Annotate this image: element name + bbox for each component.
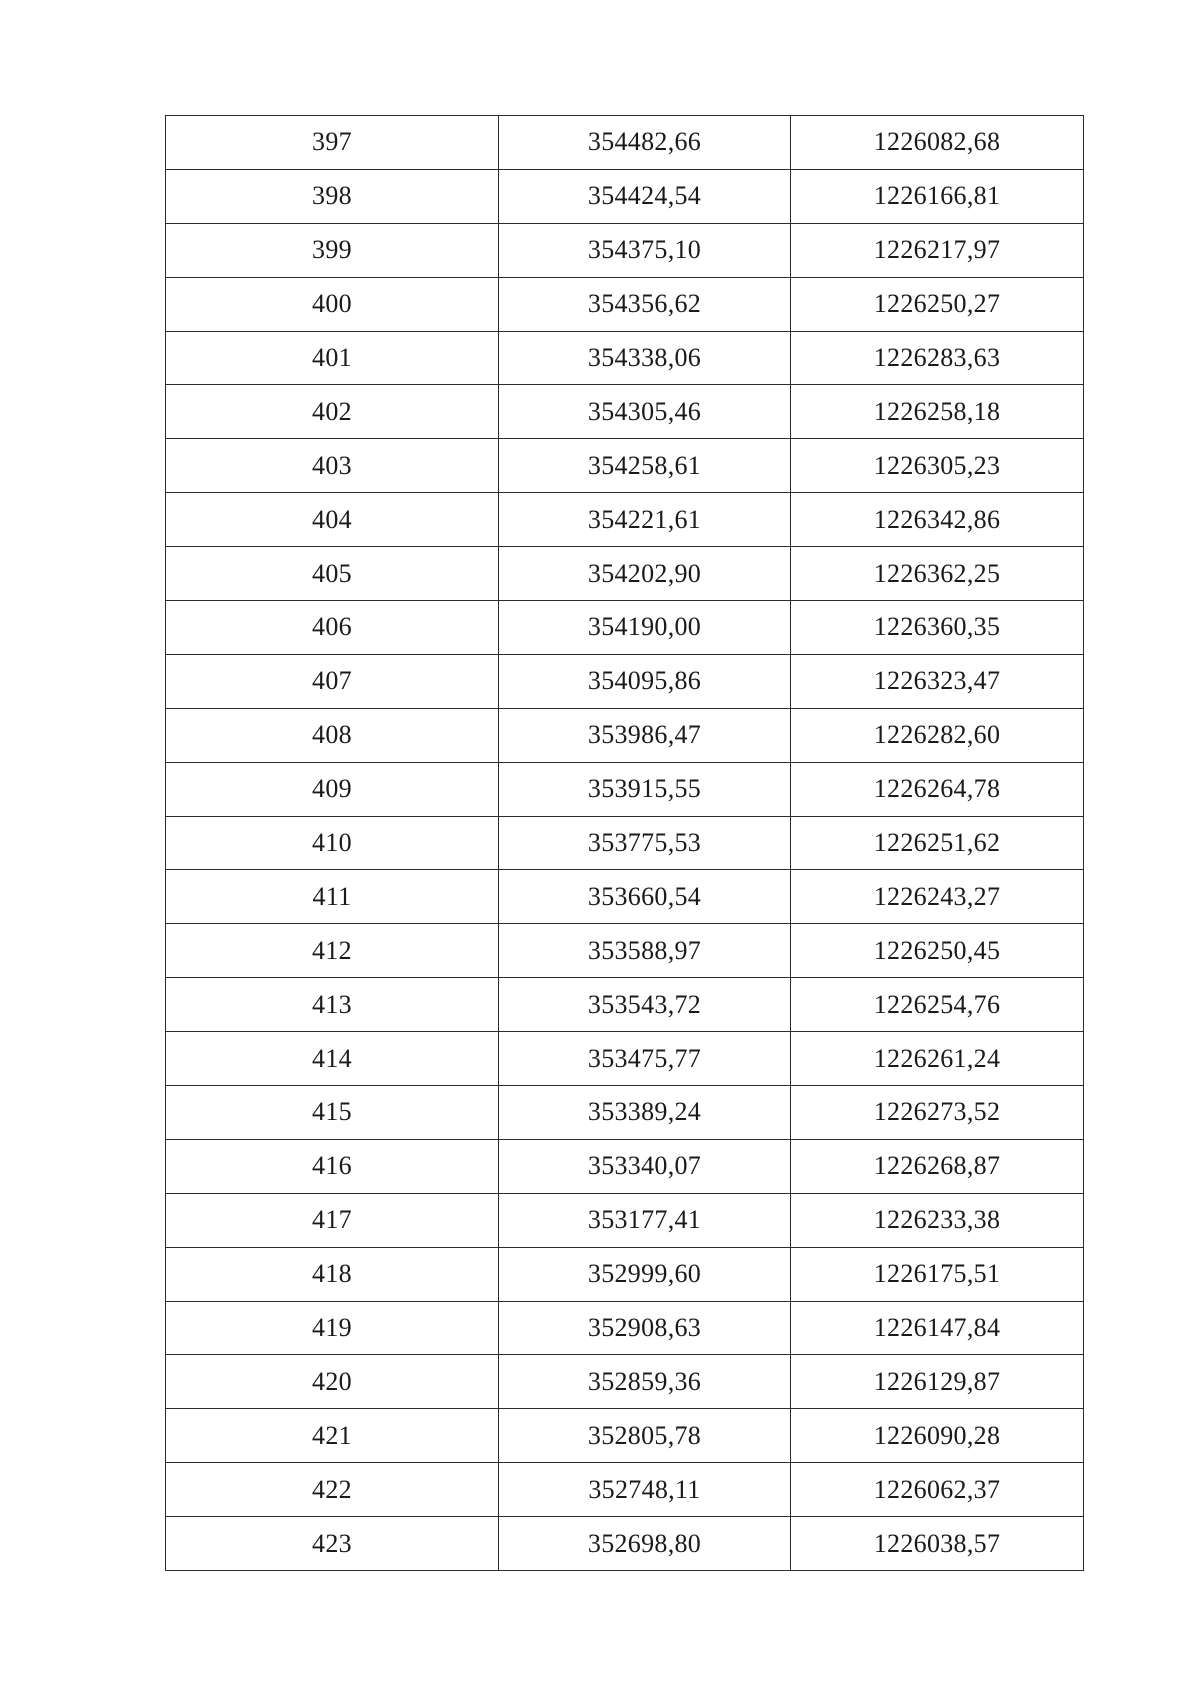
table-row <box>166 493 1084 547</box>
x-coordinate-cell: 353475,77 <box>499 1032 791 1086</box>
y-coordinate-cell: 1226323,47 <box>791 654 1084 708</box>
y-coordinate-cell: 1226038,57 <box>791 1517 1084 1571</box>
y-coordinate-cell: 1226243,27 <box>791 870 1084 924</box>
table-row <box>166 1517 1084 1571</box>
table-row <box>166 439 1084 493</box>
x-coordinate-cell: 354375,10 <box>499 223 791 277</box>
x-coordinate-cell: 354356,62 <box>499 277 791 331</box>
x-coordinate-cell: 352805,78 <box>499 1409 791 1463</box>
x-coordinate-cell: 354190,00 <box>499 601 791 655</box>
table-row <box>166 762 1084 816</box>
point-number-cell: 406 <box>166 601 499 655</box>
y-coordinate-cell: 1226250,45 <box>791 924 1084 978</box>
x-coordinate-cell: 353340,07 <box>499 1139 791 1193</box>
table-row <box>166 277 1084 331</box>
x-coordinate-cell: 353775,53 <box>499 816 791 870</box>
x-coordinate-cell: 354202,90 <box>499 547 791 601</box>
y-coordinate-cell: 1226261,24 <box>791 1032 1084 1086</box>
x-coordinate-cell: 353588,97 <box>499 924 791 978</box>
table-row <box>166 1139 1084 1193</box>
y-coordinate-cell: 1226282,60 <box>791 708 1084 762</box>
x-coordinate-cell: 353389,24 <box>499 1086 791 1140</box>
point-number-cell: 410 <box>166 816 499 870</box>
y-coordinate-cell: 1226217,97 <box>791 223 1084 277</box>
table-row <box>166 708 1084 762</box>
point-number-cell: 412 <box>166 924 499 978</box>
point-number-cell: 404 <box>166 493 499 547</box>
x-coordinate-cell: 354338,06 <box>499 331 791 385</box>
x-coordinate-cell: 353660,54 <box>499 870 791 924</box>
x-coordinate-cell: 352999,60 <box>499 1247 791 1301</box>
x-coordinate-cell: 352748,11 <box>499 1463 791 1517</box>
y-coordinate-cell: 1226264,78 <box>791 762 1084 816</box>
table-row <box>166 654 1084 708</box>
y-coordinate-cell: 1226250,27 <box>791 277 1084 331</box>
y-coordinate-cell: 1226147,84 <box>791 1301 1084 1355</box>
x-coordinate-cell: 353177,41 <box>499 1193 791 1247</box>
table-row <box>166 1247 1084 1301</box>
point-number-cell: 416 <box>166 1139 499 1193</box>
point-number-cell: 419 <box>166 1301 499 1355</box>
point-number-cell: 408 <box>166 708 499 762</box>
table-row <box>166 385 1084 439</box>
y-coordinate-cell: 1226342,86 <box>791 493 1084 547</box>
table-row <box>166 331 1084 385</box>
y-coordinate-cell: 1226166,81 <box>791 169 1084 223</box>
x-coordinate-cell: 353915,55 <box>499 762 791 816</box>
point-number-cell: 417 <box>166 1193 499 1247</box>
point-number-cell: 397 <box>166 116 499 170</box>
point-number-cell: 415 <box>166 1086 499 1140</box>
table-row <box>166 169 1084 223</box>
table-row <box>166 223 1084 277</box>
table-row <box>166 978 1084 1032</box>
table-row <box>166 1193 1084 1247</box>
point-number-cell: 407 <box>166 654 499 708</box>
point-number-cell: 409 <box>166 762 499 816</box>
x-coordinate-cell: 354424,54 <box>499 169 791 223</box>
x-coordinate-cell: 353543,72 <box>499 978 791 1032</box>
x-coordinate-cell: 352698,80 <box>499 1517 791 1571</box>
y-coordinate-cell: 1226360,35 <box>791 601 1084 655</box>
point-number-cell: 420 <box>166 1355 499 1409</box>
y-coordinate-cell: 1226283,63 <box>791 331 1084 385</box>
point-number-cell: 423 <box>166 1517 499 1571</box>
point-number-cell: 401 <box>166 331 499 385</box>
table-row <box>166 1463 1084 1517</box>
table-row <box>166 924 1084 978</box>
y-coordinate-cell: 1226129,87 <box>791 1355 1084 1409</box>
x-coordinate-cell: 354095,86 <box>499 654 791 708</box>
x-coordinate-cell: 353986,47 <box>499 708 791 762</box>
point-number-cell: 398 <box>166 169 499 223</box>
point-number-cell: 403 <box>166 439 499 493</box>
table-row <box>166 1086 1084 1140</box>
x-coordinate-cell: 352859,36 <box>499 1355 791 1409</box>
point-number-cell: 399 <box>166 223 499 277</box>
y-coordinate-cell: 1226082,68 <box>791 116 1084 170</box>
y-coordinate-cell: 1226251,62 <box>791 816 1084 870</box>
point-number-cell: 411 <box>166 870 499 924</box>
x-coordinate-cell: 354305,46 <box>499 385 791 439</box>
y-coordinate-cell: 1226305,23 <box>791 439 1084 493</box>
point-number-cell: 422 <box>166 1463 499 1517</box>
table-row <box>166 1355 1084 1409</box>
y-coordinate-cell: 1226062,37 <box>791 1463 1084 1517</box>
point-number-cell: 414 <box>166 1032 499 1086</box>
y-coordinate-cell: 1226258,18 <box>791 385 1084 439</box>
table-row <box>166 870 1084 924</box>
y-coordinate-cell: 1226273,52 <box>791 1086 1084 1140</box>
coordinates-table-body <box>166 116 1084 1571</box>
x-coordinate-cell: 354221,61 <box>499 493 791 547</box>
coordinates-table <box>165 115 1084 1571</box>
point-number-cell: 405 <box>166 547 499 601</box>
table-row <box>166 1032 1084 1086</box>
point-number-cell: 421 <box>166 1409 499 1463</box>
y-coordinate-cell: 1226254,76 <box>791 978 1084 1032</box>
y-coordinate-cell: 1226175,51 <box>791 1247 1084 1301</box>
x-coordinate-cell: 352908,63 <box>499 1301 791 1355</box>
x-coordinate-cell: 354258,61 <box>499 439 791 493</box>
table-row <box>166 116 1084 170</box>
y-coordinate-cell: 1226090,28 <box>791 1409 1084 1463</box>
table-row <box>166 547 1084 601</box>
table-row <box>166 1409 1084 1463</box>
table-row <box>166 1301 1084 1355</box>
point-number-cell: 413 <box>166 978 499 1032</box>
y-coordinate-cell: 1226362,25 <box>791 547 1084 601</box>
y-coordinate-cell: 1226268,87 <box>791 1139 1084 1193</box>
y-coordinate-cell: 1226233,38 <box>791 1193 1084 1247</box>
point-number-cell: 402 <box>166 385 499 439</box>
table-row <box>166 601 1084 655</box>
point-number-cell: 418 <box>166 1247 499 1301</box>
x-coordinate-cell: 354482,66 <box>499 116 791 170</box>
table-row <box>166 816 1084 870</box>
point-number-cell: 400 <box>166 277 499 331</box>
